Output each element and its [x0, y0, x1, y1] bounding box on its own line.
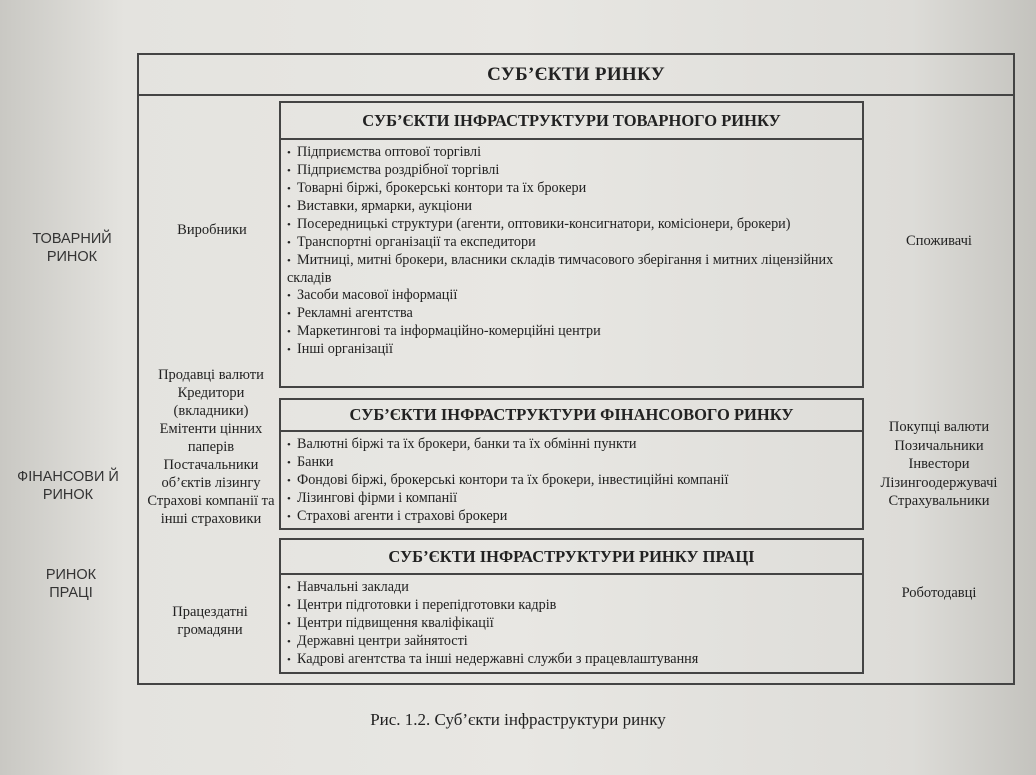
right-financial-participants: [874, 418, 1004, 511]
infrastructure-item: [287, 615, 856, 633]
infrastructure-item-text: Засоби масової інформації: [297, 287, 458, 303]
infrastructure-item: [287, 180, 856, 198]
market-label-financial: [8, 468, 128, 504]
infrastructure-item-text: Валютні біржі та їх брокери, банки та їх обмінні пункти: [297, 436, 637, 452]
infrastructure-item-text: Посередницькі структури (агенти, оптовики-консигнатори, комісіонери, брокери): [297, 216, 791, 232]
infrastructure-item-text: Центри підготовки і перепідготовки кадрів: [297, 597, 557, 613]
producers-label: Виробники: [177, 222, 247, 238]
goods-items-list: [281, 140, 862, 359]
market-label-goods: [8, 230, 136, 266]
infrastructure-item: [287, 252, 856, 287]
infrastructure-item: [287, 287, 856, 305]
figure-caption: Рис. 1.2. Суб’єкти інфраструктури ринку: [370, 710, 666, 729]
infrastructure-item-text: Товарні біржі, брокерські контори та їх брокери: [297, 180, 587, 196]
able-citizens-label: Працездатні громадяни: [172, 604, 248, 638]
infrastructure-item: [287, 305, 856, 323]
bullet-icon: •: [287, 147, 291, 159]
left-financial-participants: [144, 366, 278, 528]
infrastructure-item: [287, 454, 856, 472]
infrastructure-item: [287, 198, 856, 216]
market-label-labor-text: РИНОК ПРАЦІ: [45, 567, 97, 601]
left-goods-participants: [152, 222, 272, 240]
infrastructure-item: [287, 162, 856, 180]
infrastructure-item: [287, 579, 856, 597]
infrastructure-item-text: Навчальні заклади: [297, 579, 409, 595]
infrastructure-item-text: Підприємства роздрібної торгівлі: [297, 162, 500, 178]
infrastructure-item-text: Центри підвищення кваліфікації: [297, 615, 494, 631]
financial-infrastructure-box: [279, 398, 864, 530]
bullet-icon: •: [287, 493, 291, 505]
right-goods-participants: [874, 233, 1004, 251]
bullet-icon: •: [287, 344, 291, 356]
financial-items-list: [281, 432, 862, 526]
infrastructure-item-text: Транспортні організації та експедитори: [297, 234, 536, 250]
bullet-icon: •: [287, 219, 291, 231]
right-labor-participants: [874, 585, 1004, 603]
infrastructure-item: [287, 341, 856, 359]
left-labor-participants: [150, 604, 270, 639]
bullet-icon: •: [287, 618, 291, 630]
bullet-icon: •: [287, 183, 291, 195]
market-label-goods-text: ТОВАРНИЙ РИНОК: [32, 231, 112, 265]
infrastructure-item-text: Банки: [297, 454, 334, 470]
infrastructure-item-text: Державні центри зайнятості: [297, 633, 468, 649]
infrastructure-item-text: Лізингові фірми і компанії: [297, 490, 458, 506]
bullet-icon: •: [287, 475, 291, 487]
infrastructure-item-text: Страхові агенти і страхові брокери: [297, 508, 508, 524]
infrastructure-item: [287, 234, 856, 252]
infrastructure-item: [287, 144, 856, 162]
diagram-title: СУБ’ЄКТИ РИНКУ: [139, 55, 1013, 96]
market-label-financial-text: ФІНАНСОВИ Й РИНОК: [17, 469, 119, 503]
infrastructure-item: [287, 651, 856, 669]
infrastructure-item-text: Виставки, ярмарки, аукціони: [297, 198, 472, 214]
bullet-icon: •: [287, 582, 291, 594]
labor-items-list: [281, 575, 862, 669]
bullet-icon: •: [287, 654, 291, 666]
infrastructure-item-text: Підприємства оптової торгівлі: [297, 144, 482, 160]
bullet-icon: •: [287, 165, 291, 177]
infrastructure-item: [287, 323, 856, 341]
bullet-icon: •: [287, 326, 291, 338]
bullet-icon: •: [287, 308, 291, 320]
bullet-icon: •: [287, 290, 291, 302]
bullet-icon: •: [287, 237, 291, 249]
infrastructure-item: [287, 508, 856, 526]
bullet-icon: •: [287, 439, 291, 451]
labor-box-title: СУБ’ЄКТИ ІНФРАСТРУКТУРИ РИНКУ ПРАЦІ: [281, 540, 862, 575]
bullet-icon: •: [287, 457, 291, 469]
infrastructure-item-text: Митниці, митні брокери, власники складів тимчасового зберігання і митних ліцензійних складів: [287, 252, 834, 286]
infrastructure-item-text: Фондові біржі, брокерські контори та їх брокери, інвестиційні компанії: [297, 472, 729, 488]
infrastructure-item-text: Маркетингові та інформаційно-комерційні центри: [297, 323, 601, 339]
bullet-icon: •: [287, 511, 291, 523]
bullet-icon: •: [287, 600, 291, 612]
infrastructure-item: [287, 216, 856, 234]
financial-buyers-label: Покупці валюти Позичальники Інвестори Лізингоодержувачі Страхувальники: [880, 419, 998, 509]
goods-box-title: СУБ’ЄКТИ ІНФРАСТРУКТУРИ ТОВАРНОГО РИНКУ: [281, 103, 862, 140]
labor-infrastructure-box: [279, 538, 864, 674]
infrastructure-item: [287, 490, 856, 508]
infrastructure-item: [287, 436, 856, 454]
employers-label: Роботодавці: [901, 585, 977, 601]
infrastructure-item: [287, 472, 856, 490]
goods-infrastructure-box: [279, 101, 864, 388]
bullet-icon: •: [287, 201, 291, 213]
bullet-icon: •: [287, 636, 291, 648]
financial-box-title: СУБ’ЄКТИ ІНФРАСТРУКТУРИ ФІНАНСОВОГО РИНКУ: [281, 400, 862, 432]
infrastructure-item: [287, 633, 856, 651]
infrastructure-item-text: Рекламні агентства: [297, 305, 413, 321]
financial-sellers-label: Продавці валюти Кредитори (вкладники) Емітенти цінних паперів Постачальники об’єктів лізингу Страхові компанії та інші страховики: [147, 367, 275, 527]
bullet-icon: •: [287, 255, 291, 267]
infrastructure-item: [287, 597, 856, 615]
consumers-label: Споживачі: [906, 233, 972, 249]
market-label-labor: [30, 566, 112, 602]
infrastructure-item-text: Кадрові агентства та інші недержавні служби з працевлаштування: [297, 651, 699, 667]
infrastructure-item-text: Інші організації: [297, 341, 393, 357]
